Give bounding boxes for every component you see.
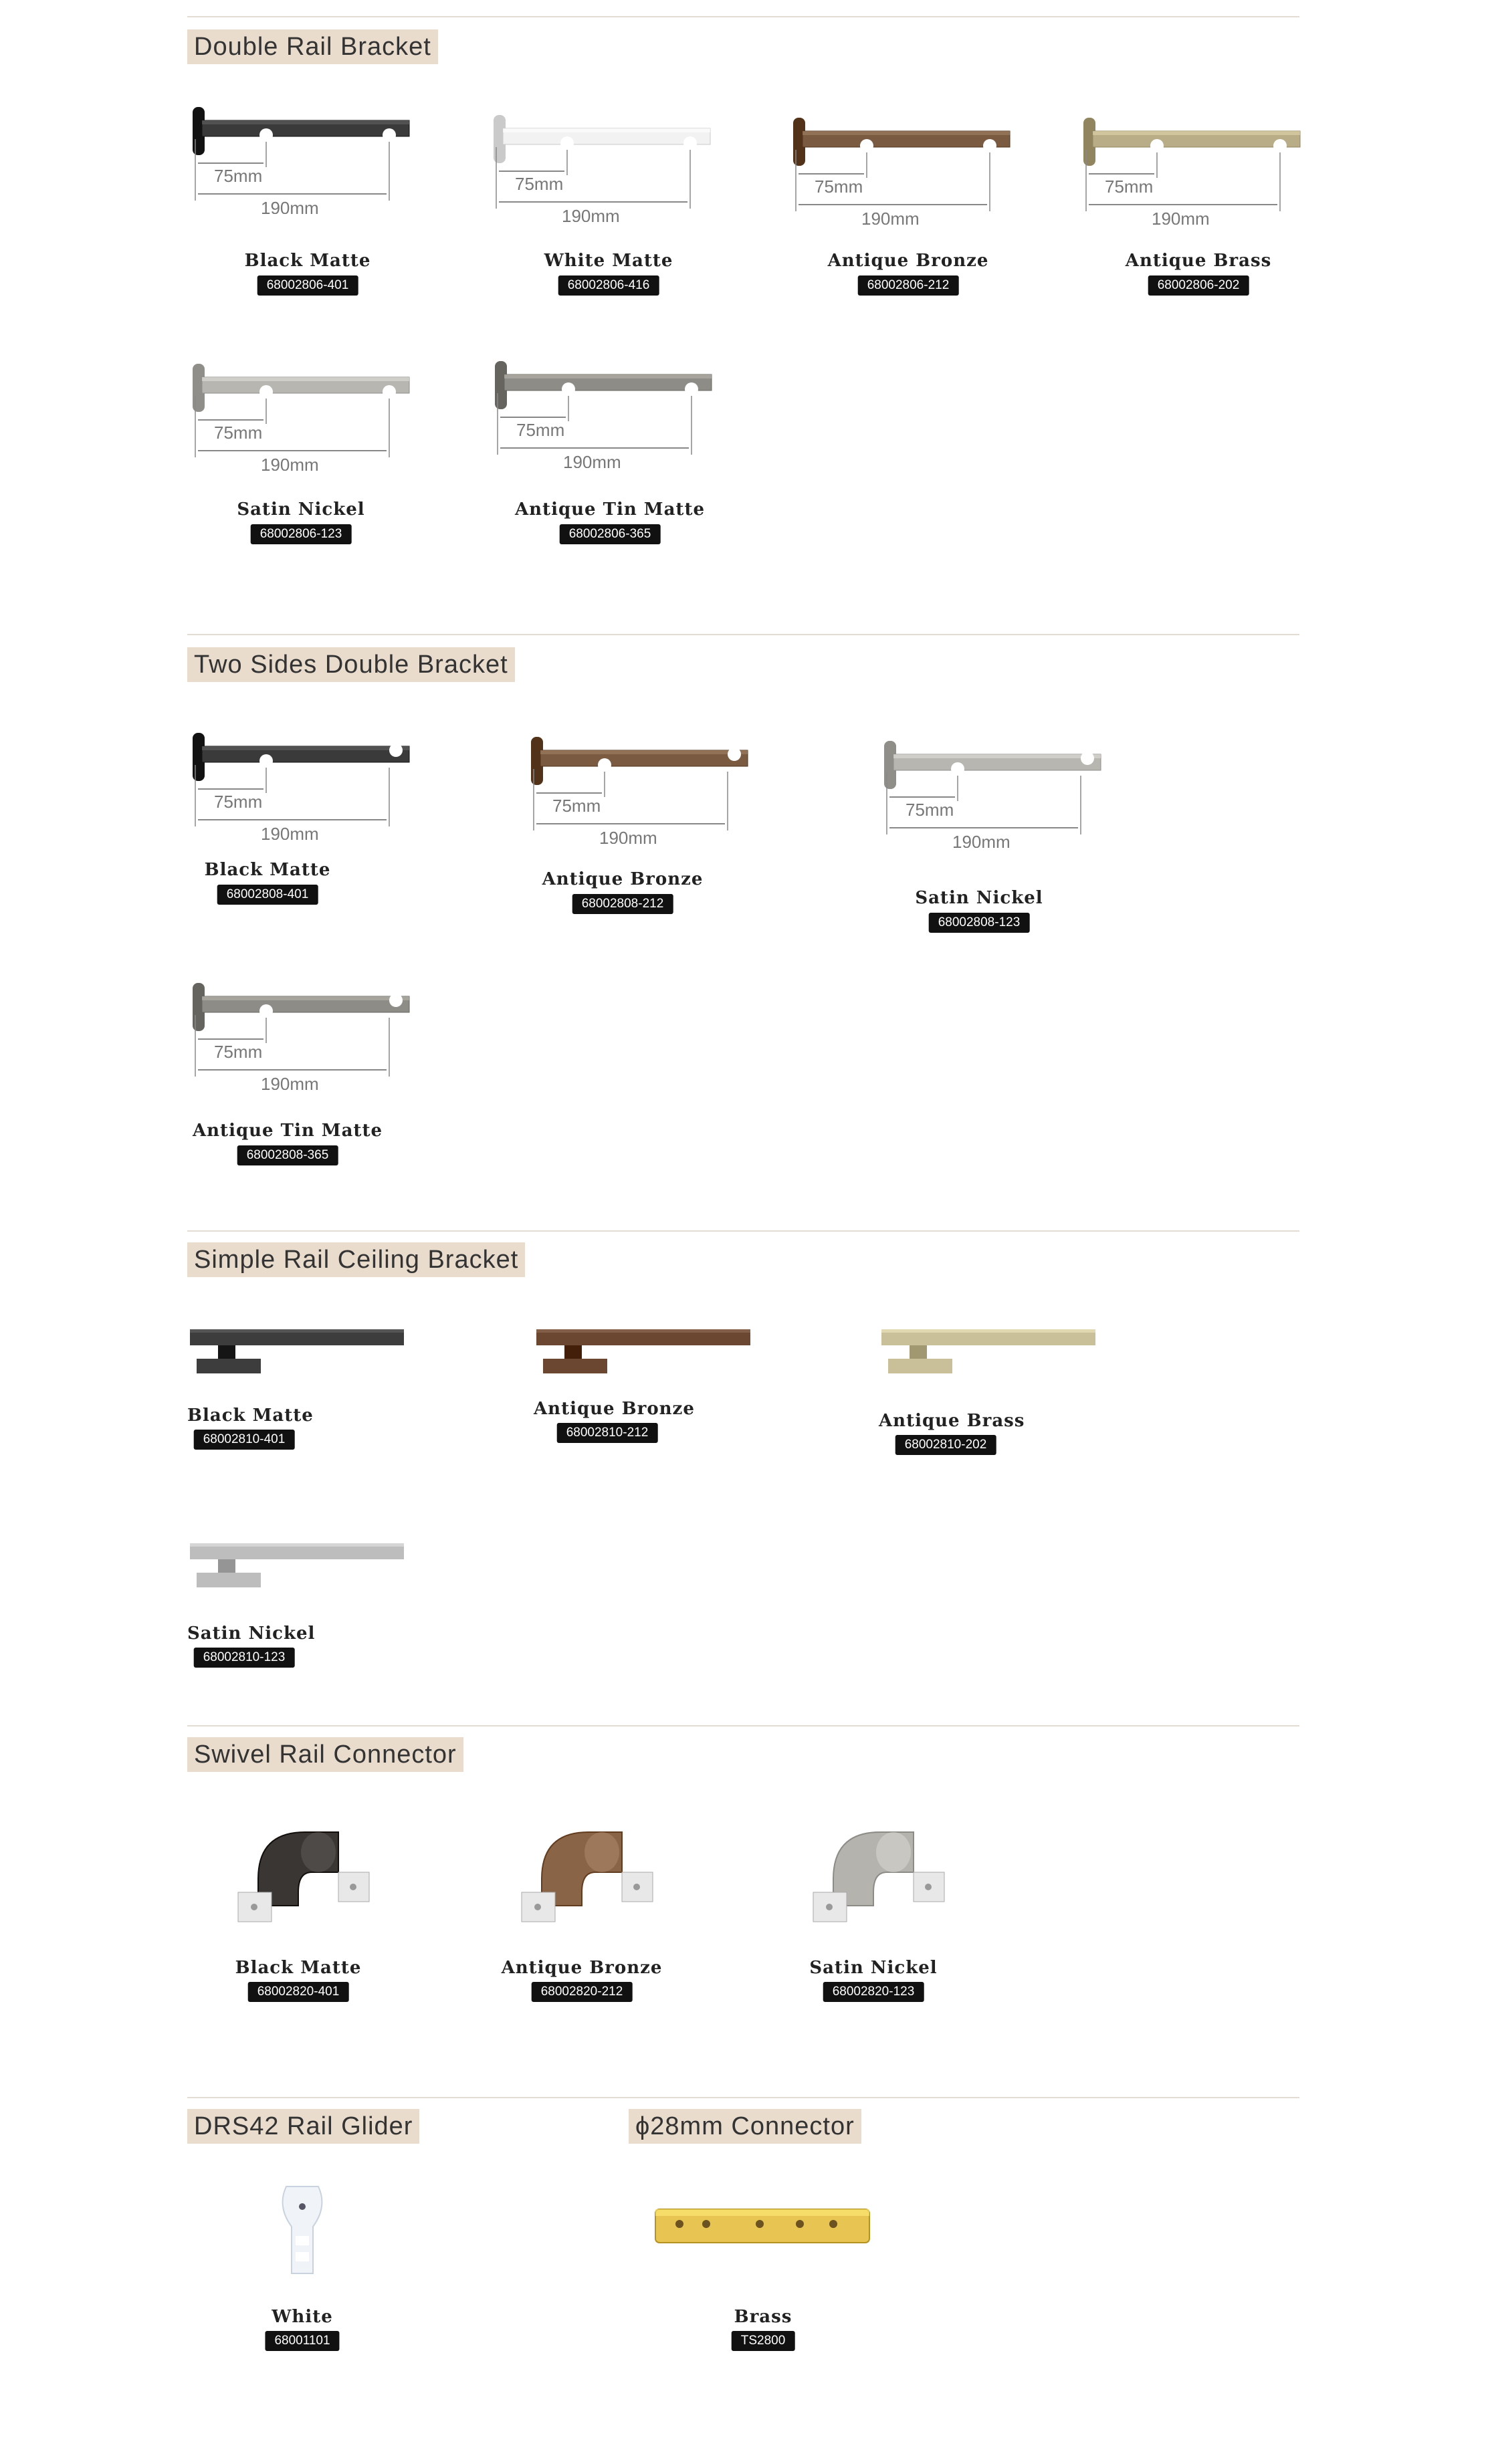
rail-notch bbox=[259, 385, 273, 399]
bracket-foot bbox=[197, 1359, 261, 1373]
rail-notch bbox=[685, 382, 698, 396]
section-divider bbox=[187, 1725, 1299, 1726]
dimension-short-label: 75mm bbox=[1105, 177, 1154, 197]
two-sides-double-bracket-image bbox=[187, 976, 428, 1090]
double-rail-bracket-image bbox=[490, 354, 730, 468]
product-item[interactable] bbox=[526, 730, 807, 931]
product-code-badge: 68002810-202 bbox=[895, 1435, 996, 1455]
double-rail-bracket-image bbox=[488, 108, 729, 222]
product-name: Antique Bronze bbox=[534, 1399, 695, 1419]
bracket-foot bbox=[888, 1359, 952, 1373]
screw-hole bbox=[633, 1884, 640, 1890]
bracket-foot bbox=[197, 1573, 261, 1587]
dimension-short-label: 75mm bbox=[214, 1042, 263, 1062]
dimension-short-label: 75mm bbox=[906, 800, 954, 820]
product-code-badge: 68002810-401 bbox=[194, 1430, 295, 1450]
product-item[interactable] bbox=[879, 734, 1160, 935]
rail-highlight bbox=[881, 1329, 1095, 1333]
product-item[interactable] bbox=[786, 1805, 1067, 2019]
product-code-badge: 68002810-123 bbox=[194, 1648, 295, 1668]
dimension-long-label: 190mm bbox=[261, 198, 319, 214]
product-code-badge: 68002820-212 bbox=[532, 1982, 633, 2002]
dimension-long-label: 190mm bbox=[261, 1074, 319, 1090]
brass-screw-hole bbox=[675, 2220, 683, 2228]
brass-screw-hole bbox=[796, 2220, 804, 2228]
rail-notch bbox=[259, 128, 273, 142]
rail-highlight bbox=[536, 1329, 750, 1333]
rail-notch bbox=[860, 139, 873, 152]
bracket-highlight bbox=[202, 377, 409, 381]
double-rail-bracket-image bbox=[788, 111, 1029, 225]
bracket-highlight bbox=[202, 996, 409, 1000]
product-name: Antique Tin Matte bbox=[514, 499, 705, 520]
bracket-highlight bbox=[893, 754, 1101, 758]
brass-screw-hole bbox=[829, 2220, 837, 2228]
product-code-badge: 68002820-123 bbox=[823, 1982, 924, 2002]
dimension-long-label: 190mm bbox=[952, 832, 1011, 848]
product-item[interactable] bbox=[211, 1805, 492, 2019]
product-code-badge: TS2800 bbox=[732, 2331, 795, 2351]
product-code-badge: 68002806-365 bbox=[560, 524, 661, 544]
product-item[interactable] bbox=[879, 1324, 1160, 1471]
rail-notch bbox=[259, 754, 273, 768]
product-name: Satin Nickel bbox=[187, 1623, 316, 1644]
swivel-highlight bbox=[876, 1832, 911, 1872]
product-code-badge: 68002808-123 bbox=[929, 913, 1030, 933]
product-code-badge: 68002806-212 bbox=[858, 275, 959, 296]
product-item[interactable] bbox=[187, 357, 468, 558]
dimension-short-label: 75mm bbox=[552, 796, 601, 816]
screw-hole bbox=[925, 1884, 932, 1890]
section-title: Double Rail Bracket bbox=[187, 29, 438, 64]
bracket-highlight bbox=[803, 131, 1010, 135]
rail-notch bbox=[383, 128, 396, 142]
rail-highlight bbox=[190, 1329, 404, 1333]
bracket-highlight bbox=[202, 746, 409, 750]
bracket-highlight bbox=[1093, 131, 1300, 135]
product-item[interactable] bbox=[653, 2200, 934, 2367]
rail-highlight bbox=[190, 1543, 404, 1547]
rail-notch bbox=[951, 762, 964, 776]
product-code-badge: 68002808-365 bbox=[237, 1145, 338, 1165]
brass-highlight bbox=[655, 2209, 869, 2216]
product-name: Satin Nickel bbox=[915, 888, 1043, 908]
section-title: DRS42 Rail Glider bbox=[187, 2109, 419, 2144]
dimension-short-label: 75mm bbox=[515, 174, 564, 194]
product-name: Antique Brass bbox=[1125, 251, 1272, 271]
rail-notch bbox=[728, 748, 741, 761]
section-title: Simple Rail Ceiling Bracket bbox=[187, 1242, 525, 1277]
ceiling-bracket-image bbox=[534, 1324, 754, 1377]
product-item[interactable] bbox=[249, 2180, 530, 2367]
rail-notch bbox=[389, 744, 403, 757]
product-item[interactable] bbox=[490, 354, 770, 555]
rail-notch bbox=[560, 136, 574, 150]
product-name: Antique Brass bbox=[879, 1411, 1025, 1431]
product-name: Satin Nickel bbox=[809, 1958, 938, 1978]
product-code-badge: 68002808-401 bbox=[217, 885, 318, 905]
rail-notch bbox=[598, 758, 611, 772]
bracket-highlight bbox=[202, 120, 409, 124]
double-rail-bracket-image bbox=[1078, 111, 1319, 225]
product-name: Black Matte bbox=[187, 1406, 314, 1426]
product-name: Black Matte bbox=[204, 860, 331, 880]
section-title: Two Sides Double Bracket bbox=[187, 647, 515, 682]
dimension-short-label: 75mm bbox=[214, 166, 263, 186]
rail-notch bbox=[389, 994, 403, 1007]
dimension-short-label: 75mm bbox=[214, 792, 263, 812]
swivel-highlight bbox=[301, 1832, 336, 1872]
bracket-highlight bbox=[540, 750, 748, 754]
product-name: Antique Bronze bbox=[542, 869, 704, 889]
bracket-highlight bbox=[503, 128, 710, 132]
dimension-long-label: 190mm bbox=[563, 452, 621, 468]
screw-hole bbox=[826, 1904, 833, 1910]
two-sides-double-bracket-image bbox=[187, 726, 428, 840]
section-divider bbox=[187, 634, 1299, 635]
product-item[interactable] bbox=[187, 726, 468, 927]
dimension-long-label: 190mm bbox=[261, 455, 319, 471]
rail-notch bbox=[1081, 752, 1094, 765]
glider-slot bbox=[296, 2252, 309, 2261]
screw-hole bbox=[534, 1904, 541, 1910]
ceiling-bracket-image bbox=[187, 1324, 408, 1377]
rail-glider-image bbox=[249, 2180, 356, 2287]
product-code-badge: 68002806-202 bbox=[1148, 275, 1249, 296]
swivel-highlight bbox=[585, 1832, 619, 1872]
product-item[interactable] bbox=[488, 108, 769, 309]
product-code-badge: 68002806-416 bbox=[558, 275, 659, 296]
dimension-long-label: 190mm bbox=[599, 828, 657, 844]
swivel-connector-image bbox=[786, 1805, 960, 1939]
two-sides-double-bracket-image bbox=[879, 734, 1120, 848]
rail-notch bbox=[1150, 139, 1164, 152]
rail-notch bbox=[1273, 139, 1287, 152]
product-code-badge: 68002808-212 bbox=[572, 894, 673, 914]
product-item[interactable] bbox=[1078, 111, 1359, 312]
brass-screw-hole bbox=[756, 2220, 764, 2228]
rail-notch bbox=[259, 1004, 273, 1018]
product-name: Black Matte bbox=[235, 1958, 362, 1978]
product-name: Brass bbox=[734, 2307, 792, 2327]
double-rail-bracket-image bbox=[187, 100, 428, 214]
product-name: Satin Nickel bbox=[237, 499, 365, 520]
rail-notch bbox=[983, 139, 996, 152]
product-code-badge: 68002810-212 bbox=[557, 1423, 658, 1443]
rail-notch bbox=[562, 382, 575, 396]
product-code-badge: 68002806-401 bbox=[257, 275, 358, 296]
bracket-highlight bbox=[504, 374, 712, 378]
dimension-short-label: 75mm bbox=[516, 420, 565, 440]
dimension-long-label: 190mm bbox=[1152, 209, 1210, 225]
dimension-long-label: 190mm bbox=[562, 206, 620, 222]
dimension-long-label: 190mm bbox=[261, 824, 319, 840]
ceiling-bracket-image bbox=[879, 1324, 1099, 1377]
ceiling-bracket-image bbox=[187, 1538, 408, 1591]
dimension-long-label: 190mm bbox=[861, 209, 920, 225]
product-code-badge: 68002820-401 bbox=[248, 1982, 349, 2002]
product-name: Antique Tin Matte bbox=[192, 1121, 383, 1141]
brass-screw-hole bbox=[702, 2220, 710, 2228]
product-item[interactable] bbox=[495, 1805, 776, 2019]
glider-pin bbox=[299, 2203, 306, 2210]
product-name: Antique Bronze bbox=[827, 251, 989, 271]
product-code-badge: 68002806-123 bbox=[251, 524, 352, 544]
section-divider bbox=[187, 16, 1299, 17]
product-name: White Matte bbox=[544, 251, 673, 271]
section-title: ϕ28mm Connector bbox=[629, 2109, 861, 2144]
product-item[interactable] bbox=[788, 111, 1069, 312]
dimension-short-label: 75mm bbox=[214, 423, 263, 443]
dimension-short-label: 75mm bbox=[815, 177, 863, 197]
product-item[interactable] bbox=[187, 1324, 468, 1471]
section-divider bbox=[187, 2097, 1299, 2098]
screw-hole bbox=[350, 1884, 356, 1890]
product-item[interactable] bbox=[187, 1538, 468, 1685]
section-title: Swivel Rail Connector bbox=[187, 1737, 463, 1772]
bracket-foot bbox=[543, 1359, 607, 1373]
brass-connector-image bbox=[653, 2200, 873, 2253]
product-item[interactable] bbox=[187, 100, 468, 301]
product-item[interactable] bbox=[534, 1324, 815, 1471]
product-name: Black Matte bbox=[244, 251, 371, 271]
product-name: White bbox=[272, 2307, 333, 2327]
section-divider bbox=[187, 1230, 1299, 1232]
rail-notch bbox=[383, 385, 396, 399]
product-item[interactable] bbox=[187, 976, 468, 1177]
swivel-connector-image bbox=[211, 1805, 385, 1939]
screw-hole bbox=[251, 1904, 257, 1910]
swivel-connector-image bbox=[495, 1805, 669, 1939]
rail-notch bbox=[683, 136, 697, 150]
glider-slot bbox=[296, 2236, 309, 2245]
two-sides-double-bracket-image bbox=[526, 730, 766, 844]
double-rail-bracket-image bbox=[187, 357, 428, 471]
product-name: Antique Bronze bbox=[501, 1958, 663, 1978]
product-code-badge: 68001101 bbox=[265, 2331, 339, 2351]
